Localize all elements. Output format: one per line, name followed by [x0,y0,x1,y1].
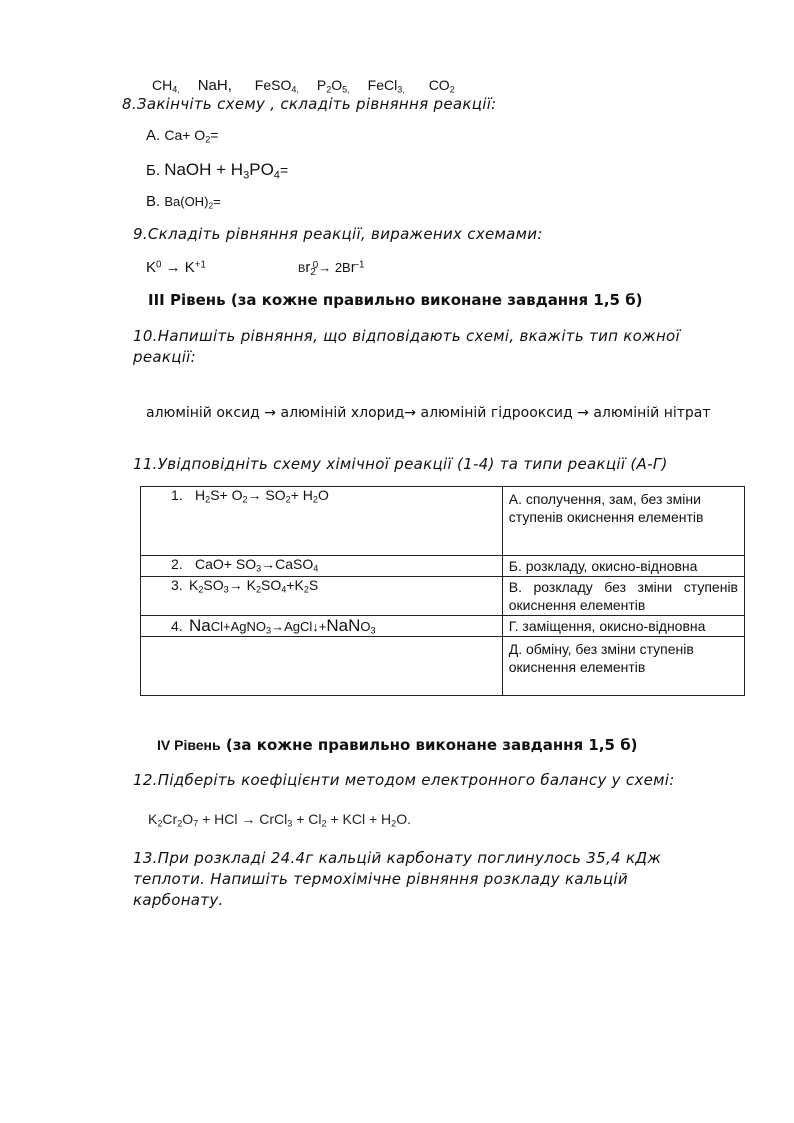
reaction-type-cell: В. розкладу без зміни ступенів окиснення елементів [502,577,744,616]
q9-scheme-bromine: $Br_2^0\to 2Br^{-1}$ [298,259,365,278]
q11-title: 11.Увідповідніть схему хімічної реакції (1-4) та типи реакції (А-Г) [133,455,668,473]
reaction-formula: $K_2SO_3\to K_2SO_4+K_2S$ [189,577,319,595]
q12-scheme: $K_2Cr_2O_7$ + HCl → CrCl$_3$ + $Cl_2$ + KCl + $H_2O$. [148,811,412,829]
reaction-cell [141,616,503,637]
table-row [141,487,745,556]
level-4-roman: IV Рівень [157,737,221,753]
formula-feso4: FeSO$_{4,}$ [254,77,299,95]
reaction-formula: $CaO+ SO_3\to CaSO_4$ [195,556,319,574]
formula-ch4: $CH_{4,}$ [152,77,180,95]
q10-chain: алюміній оксид → алюміній хлорид→ алюміній гідрооксид → алюміній нітрат [146,405,711,421]
formula-p2o5: $P_2O_{5,}$ [316,77,350,95]
q9-title: 9.Складіть рівняння реакції, виражених схемами: [133,225,543,243]
q13-line-2: теплоти. Напишіть термохімічне рівняння розкладу кальцій [133,870,628,888]
q8-option-c: В. $Ba(OH)_2=$ [146,193,221,211]
reaction-type-cell: А. сполучення, зам, без зміни ступенів окиснення елементів [502,487,744,556]
reaction-number: 1. [171,487,183,503]
reaction-cell [141,487,503,556]
reaction-type-cell: Д. обміну, без зміни ступенів окиснення елементів [502,637,744,696]
formulas-line [152,77,455,94]
table-row [141,637,745,696]
reaction-cell [141,577,503,616]
table-row [141,556,745,577]
reaction-type-cell: Б. розкладу, окисно-відновна [502,556,744,577]
level-4-heading [157,736,638,754]
formula-nah: NaH, [197,77,232,94]
q8-option-a: А. $Ca+ O_2=$ [146,127,219,145]
reaction-number: 3. [171,577,183,593]
q9-scheme-potassium: $K^0 \to K^{+1}$ [146,259,206,276]
reaction-number: 2. [171,556,183,572]
q12-title: 12.Підберіть коефіцієнти методом електронного балансу у схемі: [133,771,675,789]
q8-option-b: Б. NaOH + $H_3PO_4=$ [146,160,289,182]
q10-title: 10.Напишіть рівняння, що відповідають схемі, вкажіть тип кожної реакції: [133,327,680,366]
q8-title: 8.Закінчіть схему , складіть рівняння реакції: [122,95,497,113]
table-row [141,616,745,637]
q13-line-1: 13.При розкладі 24.4г кальцій карбонату поглинулось 35,4 кДж [133,849,662,867]
reaction-formula: NaCl+AgNO$_3$→AgCl↓+NaNO$_3$ [189,616,376,636]
reaction-match-table [140,486,745,696]
reaction-number: 4. [171,618,183,634]
table-row [141,577,745,616]
reaction-formula: $H_2S+ O_2\to SO_2+ H_2O$ [195,487,329,505]
q13-line-3: карбонату. [133,891,224,909]
level-3-heading: III Рівень (за кожне правильно виконане завдання 1,5 б) [148,291,643,309]
formula-fecl3: FeCl$_{3,}$ [367,77,405,95]
reaction-type-cell: Г. заміщення, окисно-відновна [502,616,744,637]
reaction-cell [141,556,503,577]
reaction-cell-empty [141,637,503,696]
level-4-rest: (за кожне правильно виконане завдання 1,5 б) [220,736,638,754]
formula-co2: $CO_2$ [428,77,455,95]
